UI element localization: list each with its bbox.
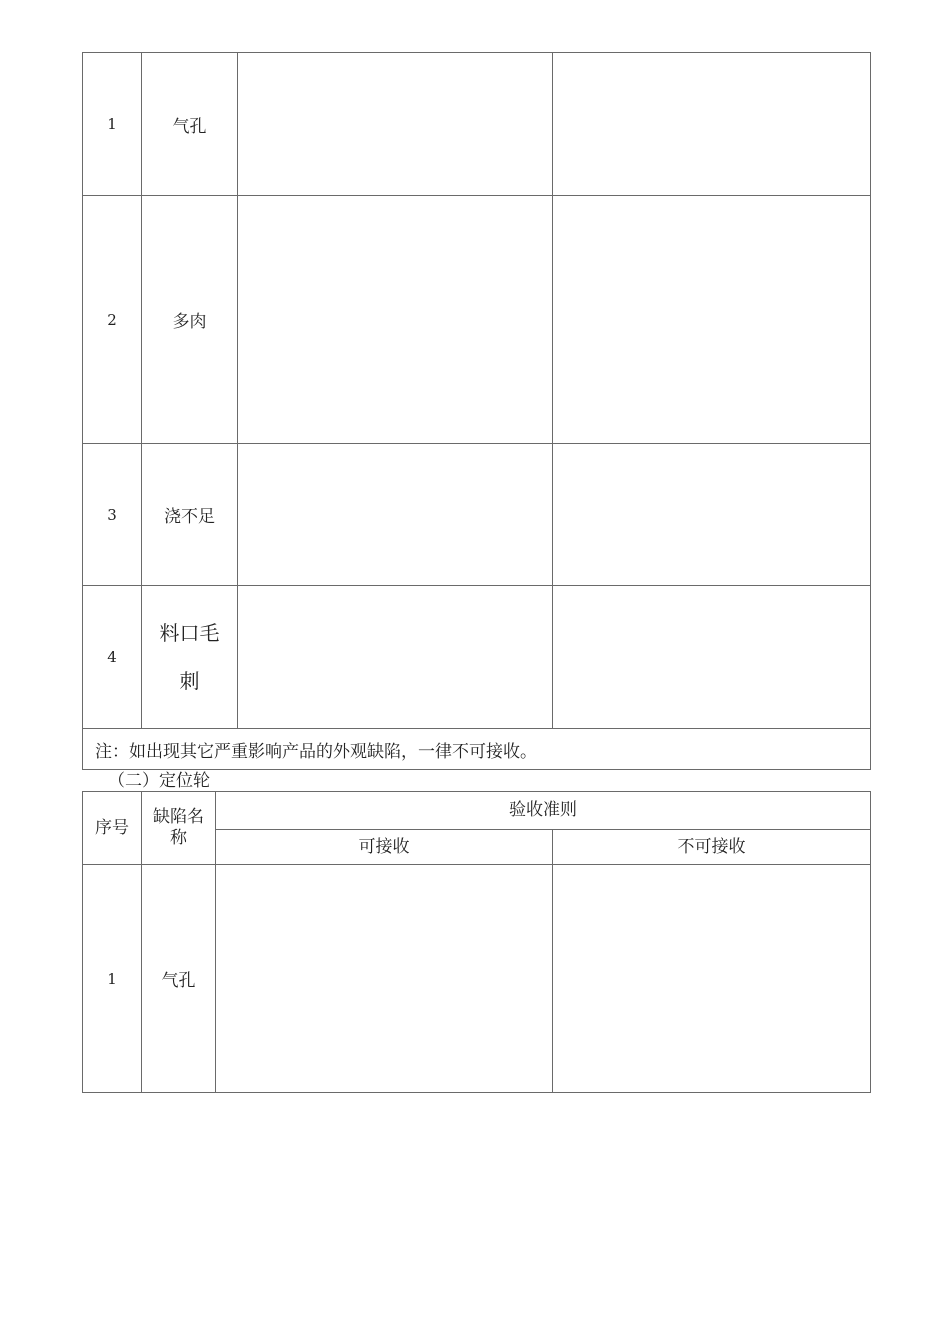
unacceptable-cell <box>553 53 871 196</box>
defect-name: 气孔 <box>142 53 238 196</box>
acceptable-cell <box>238 586 553 729</box>
defect-name: 多肉 <box>142 196 238 444</box>
acceptable-cell <box>216 865 553 1093</box>
table-row <box>83 196 871 444</box>
defect-table-2 <box>82 791 871 1093</box>
defect-name-line2: 刺 <box>179 669 200 693</box>
header-defect-line1: 缺陷名 <box>153 807 204 827</box>
table-row <box>83 586 871 729</box>
header-unacceptable: 不可接收 <box>553 830 871 865</box>
acceptable-cell <box>238 196 553 444</box>
defect-name: 气孔 <box>142 865 216 1093</box>
unacceptable-cell <box>553 444 871 586</box>
defect-name-line1: 料口毛 <box>159 621 220 645</box>
table-row <box>83 444 871 586</box>
acceptable-cell <box>238 444 553 586</box>
table-row <box>83 53 871 196</box>
header-criteria: 验收准则 <box>216 792 871 830</box>
row-index: 2 <box>83 196 142 444</box>
row-index: 1 <box>83 865 142 1093</box>
note-text: 注：如出现其它严重影响产品的外观缺陷，一律不可接收。 <box>83 729 871 770</box>
defect-name <box>142 586 238 729</box>
row-index: 3 <box>83 444 142 586</box>
row-index: 1 <box>83 53 142 196</box>
table-row <box>83 865 871 1093</box>
row-index: 4 <box>83 586 142 729</box>
header-defect-line2: 称 <box>170 828 187 848</box>
header-index: 序号 <box>83 792 142 865</box>
header-acceptable: 可接收 <box>216 830 553 865</box>
defect-name: 浇不足 <box>142 444 238 586</box>
unacceptable-cell <box>553 196 871 444</box>
section-title: （二）定位轮 <box>108 771 210 791</box>
note-row <box>83 729 871 770</box>
header-defect <box>142 792 216 865</box>
defect-table-1 <box>82 52 871 770</box>
unacceptable-cell <box>553 865 871 1093</box>
header-row <box>83 792 871 830</box>
acceptable-cell <box>238 53 553 196</box>
unacceptable-cell <box>553 586 871 729</box>
